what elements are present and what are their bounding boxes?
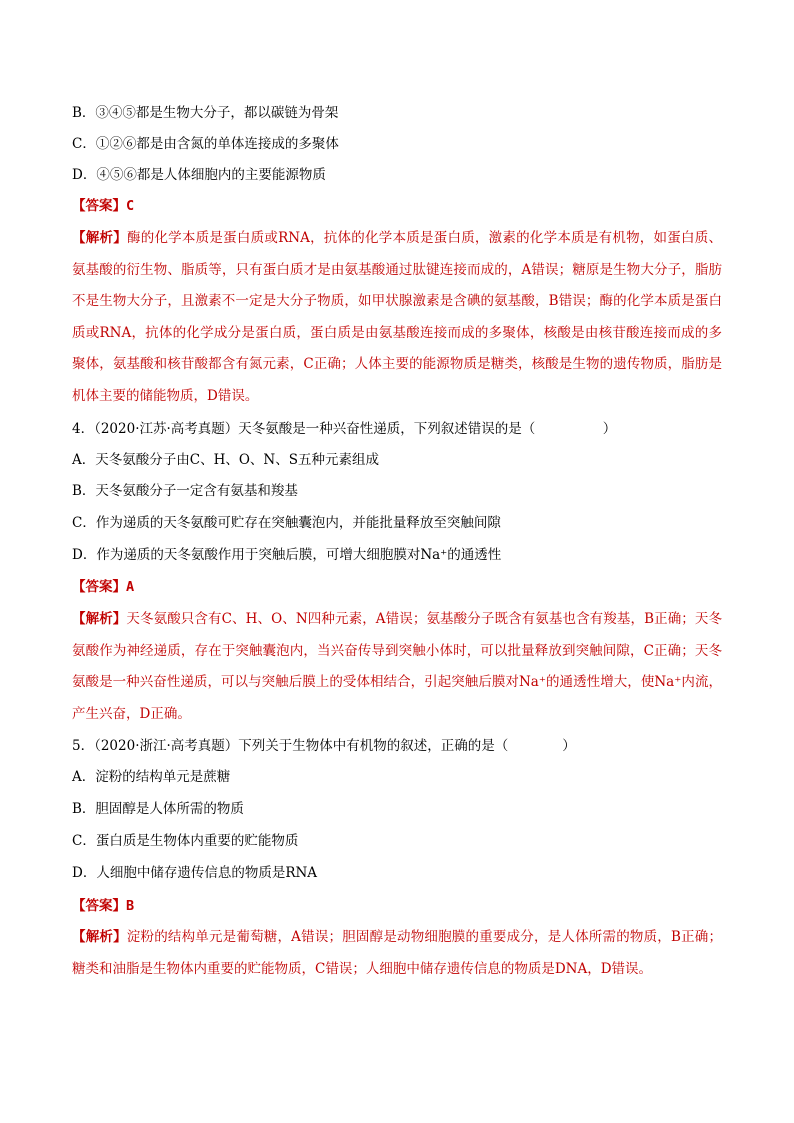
q5-stem: 5．（2020·浙江·高考真题）下列关于生物体中有机物的叙述，正确的是（ ） xyxy=(72,738,576,754)
analysis-text: 淀粉的结构单元是葡萄糖，A错误；胆固醇是动物细胞膜的重要成分，是人体所需的物质，B正确；糖类和油脂是生物体内重要的贮能物质，C错误；人细胞中储存遗传信息的物质是DNA，D错误。 xyxy=(72,929,722,977)
q4-option-a: A．天冬氨酸分子由C、H、O、N、S五种元素组成 xyxy=(72,452,379,468)
analysis-text: 天冬氨酸只含有C、H、O、N四种元素，A错误；氨基酸分子既含有氨基也含有羧基，B正确；天冬氨酸作为神经递质，存在于突触囊泡内，当兴奋传导到突触小体时，可以批量释放到突触间隙，C正确；天冬氨酸是一种兴奋性递质，可以与突触后膜上的受体相结合，引起突触后膜对Na⁺的通透性增大，使Na⁺内流，产生兴奋，D正确。 xyxy=(72,611,722,722)
q5-option-d: D．人细胞中储存遗传信息的物质是RNA xyxy=(72,865,318,881)
q4-analysis xyxy=(72,604,722,730)
analysis-label: 【解析】 xyxy=(72,611,127,627)
answer-value: A xyxy=(126,579,135,595)
q5-option-a: A．淀粉的结构单元是蔗糖 xyxy=(72,769,231,785)
q5-analysis xyxy=(72,922,722,985)
analysis-label: 【解析】 xyxy=(72,230,127,246)
answer-label: 【答案】 xyxy=(72,579,126,595)
analysis-text: 酶的化学本质是蛋白质或RNA，抗体的化学本质是蛋白质，激素的化学本质是有机物，如蛋白质、氨基酸的衍生物、脂质等，只有蛋白质才是由氨基酸通过肽键连接而成的，A错误；糖原是生物大分子，脂肪不是生物大分子，且激素不一定是大分子物质，如甲状腺激素是含碘的氨基酸，B错误；酶的化学本质是蛋白质或RNA，抗体的化学成分是蛋白质，蛋白质是由氨基酸连接而成的多聚体，核酸是由核苷酸连接而成的多聚体，氨基酸和核苷酸都含有氮元素，C正确；人体主要的能源物质是糖类，核酸是生物的遗传物质，脂肪是机体主要的储能物质，D错误。 xyxy=(72,230,723,404)
q3-option-d: D．④⑤⑥都是人体细胞内的主要能源物质 xyxy=(72,167,326,183)
q4-option-c: C．作为递质的天冬氨酸可贮存在突触囊泡内，并能批量释放至突触间隙 xyxy=(72,515,501,531)
q3-analysis xyxy=(72,223,722,412)
q5-option-c: C．蛋白质是生物体内重要的贮能物质 xyxy=(72,833,299,849)
q4-stem: 4．（2020·江苏·高考真题）天冬氨酸是一种兴奋性递质，下列叙述错误的是（ ） xyxy=(72,421,617,437)
q4-option-d: D．作为递质的天冬氨酸作用于突触后膜，可增大细胞膜对Na⁺的通透性 xyxy=(72,547,502,563)
analysis-label: 【解析】 xyxy=(72,929,127,945)
answer-label: 【答案】 xyxy=(72,898,126,914)
answer-label: 【答案】 xyxy=(72,198,126,214)
answer-value: C xyxy=(126,198,135,214)
q4-answer xyxy=(72,578,134,596)
q3-option-c: C．①②⑥都是由含氮的单体连接成的多聚体 xyxy=(72,136,339,152)
q5-option-b: B．胆固醇是人体所需的物质 xyxy=(72,801,244,817)
answer-value: B xyxy=(126,898,135,914)
q4-option-b: B．天冬氨酸分子一定含有氨基和羧基 xyxy=(72,483,298,499)
q3-option-b: B．③④⑤都是生物大分子，都以碳链为骨架 xyxy=(72,105,339,121)
q5-answer xyxy=(72,897,134,915)
q3-answer xyxy=(72,197,134,215)
